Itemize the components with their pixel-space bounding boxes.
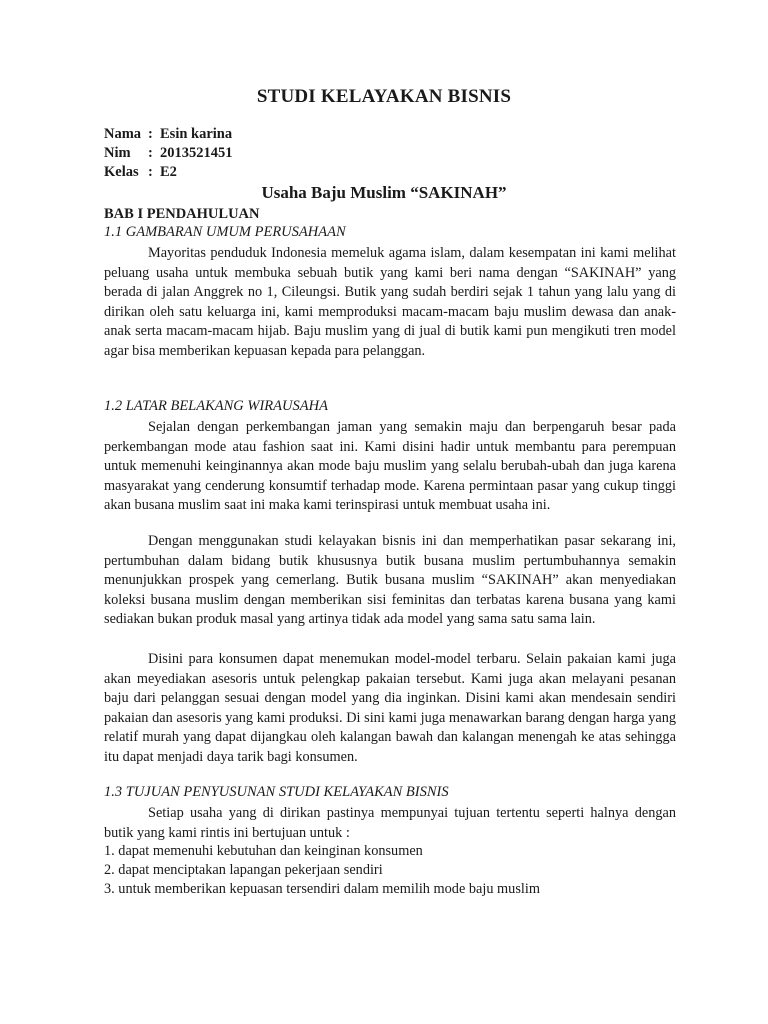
chapter-heading: BAB I PENDAHULUAN — [104, 206, 260, 222]
section-heading-1-1: 1.1 GAMBARAN UMUM PERUSAHAAN — [104, 224, 346, 240]
meta-value: Esin karina — [160, 126, 233, 142]
paragraph-text: Dengan menggunakan studi kelayakan bisnis ini dan memperhatikan pasar sekarang ini, pertumbuhan dalam bidang butik khususnya butik busana muslim pertumbuhannya semakin menunjukkan prospek yang cemerlang. Butik busana muslim “SAKINAH” akan menyediakan koleksi busana muslim dengan memberikan sisi feminitas dan terbatas karena busana yang kami sediakan bukan produk masal yang artinya tidak ada model yang sama satu sama lain. — [104, 533, 676, 628]
paragraph-text: Disini para konsumen dapat menemukan model-model terbaru. Selain pakaian kami juga akan meyediakan asesoris untuk pelengkap pakaian tersebut. Kami juga akan melayani pesanan baju dari pelanggan sesuai dengan model yang dia inginkan. Disini kami akan mendesain sendiri pakaian dan asesoris yang kami produksi. Di sini kami juga menawarkan barang dengan harga yang relatif murah yang dapat dijangkau oleh kalangan bawah dan kalangan menengah ke atas sehingga itu dapat menjadi daya tarik bagi konsumen. — [104, 651, 676, 765]
meta-label: Nim — [104, 145, 131, 161]
paragraph-1-3 — [104, 804, 676, 843]
meta-row-name — [104, 126, 232, 143]
meta-separator: : — [148, 164, 153, 180]
meta-value: 2013521451 — [160, 145, 233, 161]
list-item: 2. dapat menciptakan lapangan pekerjaan sendiri — [104, 862, 383, 878]
meta-row-nim — [104, 145, 233, 162]
paragraph-1-2-a — [104, 418, 676, 516]
paragraph-text: Mayoritas penduduk Indonesia memeluk agama islam, dalam kesempatan ini kami melihat peluang usaha untuk membuka sebuah butik yang kami beri nama dengan “SAKINAH” yang berada di jalan Anggrek no 1, Cileungsi. Butik yang sudah berdiri sejak 1 tahun yang lalu yang di dirikan oleh satu keluarga ini, kami memproduksi macam-macam baju muslim dewasa dan anak-anak serta macam-macam hijab. Baju muslim yang di jual di butik kami pun mengikuti tren model agar bisa memberikan kepuasan kepada para pelanggan. — [104, 245, 676, 359]
document-title: STUDI KELAYAKAN BISNIS — [256, 86, 512, 107]
meta-separator: : — [148, 126, 153, 142]
meta-label: Nama — [104, 126, 142, 142]
list-item: 3. untuk memberikan kepuasan tersendiri dalam memilih mode baju muslim — [104, 881, 540, 897]
meta-row-kelas — [104, 164, 177, 181]
paragraph-text: Sejalan dengan perkembangan jaman yang semakin maju dan berpengaruh besar pada perkembangan mode atau fashion saat ini. Kami disini hadir untuk membantu para perempuan untuk memenuhi keinginannya akan mode baju muslim yang selalu berubah-ubah dan juga karena masyarakat yang cenderung konsumtif terhadap mode. Karena permintaan pasar yang cukup tinggi akan busana muslim saat ini maka kami terinspirasi untuk membuat usaha ini. — [104, 419, 676, 514]
paragraph-1-2-b — [104, 532, 676, 630]
paragraph-text: Setiap usaha yang di dirikan pastinya mempunyai tujuan tertentu seperti halnya dengan butik yang kami rintis ini bertujuan untuk : — [104, 805, 676, 841]
paragraph-1-2-c — [104, 650, 676, 768]
meta-separator: : — [148, 145, 153, 161]
section-heading-1-2: 1.2 LATAR BELAKANG WIRAUSAHA — [104, 398, 328, 414]
meta-value: E2 — [160, 164, 177, 180]
meta-label: Kelas — [104, 164, 139, 180]
section-heading-1-3: 1.3 TUJUAN PENYUSUNAN STUDI KELAYAKAN BISNIS — [104, 784, 449, 800]
paragraph-1-1 — [104, 244, 676, 362]
document-subtitle: Usaha Baju Muslim “SAKINAH” — [261, 183, 507, 202]
list-item: 1. dapat memenuhi kebutuhan dan keinginan konsumen — [104, 843, 423, 859]
